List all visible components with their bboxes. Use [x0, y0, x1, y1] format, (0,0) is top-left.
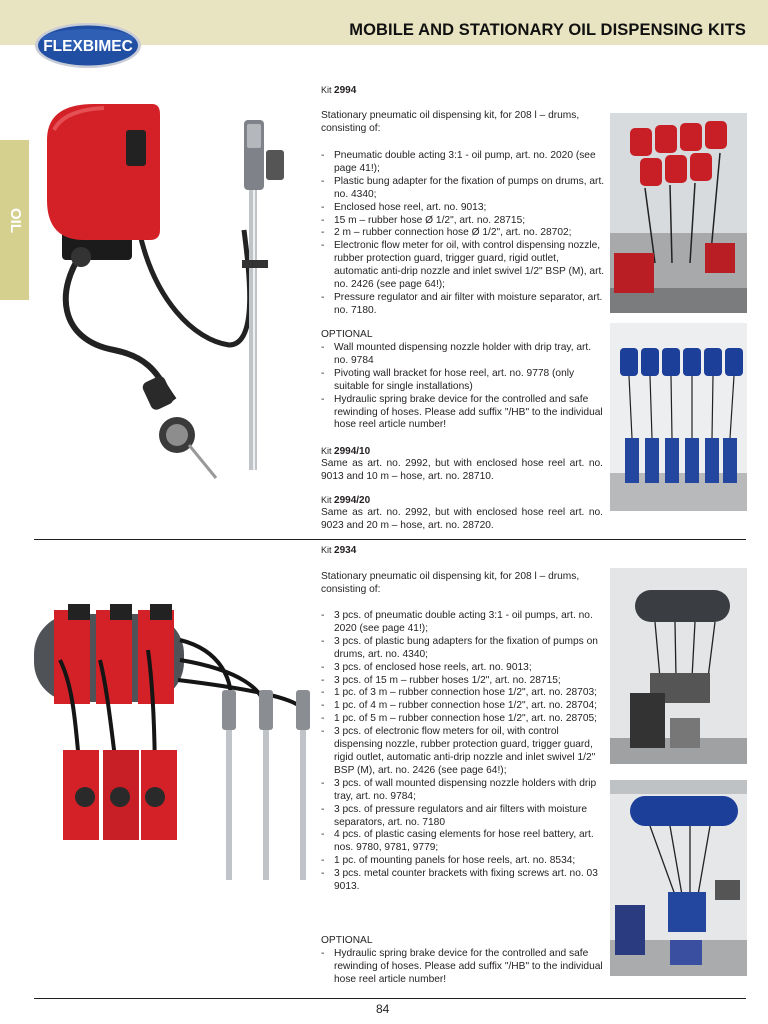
list-item: - 3 pcs. of electronic flow meters for oil, with control dispensing nozzle, rubber protection guard, trigger guard, rigid outlet, automatic anti-drip nozzle and inlet swivel 1/2" BSP (M), art. no. 2426 (see page 64!);	[321, 726, 605, 778]
kit-2994-10-heading: Kit 2994/10	[321, 446, 371, 457]
list-item: - 2 m – rubber connection hose Ø 1/2", art. no. 28702;	[321, 227, 605, 240]
list-item: - Hydraulic spring brake device for the controlled and safe rewinding of hoses. Please add suffix "/HB" to the individual hose reel article number!	[321, 948, 605, 987]
logo-text: FLEXBIMEC	[43, 38, 133, 55]
kit-2994-heading: Kit 2994	[321, 85, 357, 96]
list-item: - Plastic bung adapter for the fixation of pumps on drums, art. no. 4340;	[321, 176, 605, 202]
list-item: - Electronic flow meter for oil, with control dispensing nozzle, rubber protection guard, trigger guard, rigid outlet, automatic anti-drip nozzle and inlet swivel 1/2" BSP (M), art. no. 2426 (see page 64!);	[321, 240, 605, 292]
list-item: - 15 m – rubber hose Ø 1/2", art. no. 28715;	[321, 215, 605, 228]
kit-2994-optional-title: OPTIONAL	[321, 329, 373, 340]
list-item: - 3 pcs. metal counter brackets with fixing screws art. no. 03 9013.	[321, 868, 605, 894]
page-number: 84	[376, 1002, 390, 1016]
list-item: - 1 pc. of mounting panels for hose reels, art. no. 8534;	[321, 855, 605, 868]
list-item: - Pneumatic double acting 3:1 - oil pump, art. no. 2020 (see page 41!);	[321, 150, 605, 176]
list-item: - 3 pcs. of plastic bung adapters for the fixation of pumps on drums, art. no. 4340;	[321, 636, 605, 662]
list-item: - 3 pcs. of pneumatic double acting 3:1 - oil pumps, art. no. 2020 (see page 41!);	[321, 610, 605, 636]
kit-2994-20-text: Same as art. no. 2992, but with enclosed hose reel art. no. 9023 and 20 m – hose, art. no. 28720.	[321, 507, 603, 531]
kit-2934-optional-title: OPTIONAL	[321, 935, 373, 946]
list-item: - 3 pcs. of enclosed hose reels, art. no. 9013;	[321, 662, 605, 675]
section-divider	[34, 539, 746, 540]
page-title: MOBILE AND STATIONARY OIL DISPENSING KITS	[349, 21, 746, 39]
list-item: - 3 pcs. of 15 m – rubber hoses 1/2", art. no. 28715;	[321, 675, 605, 688]
kit-2994-item-list	[321, 150, 605, 318]
list-item: - Pressure regulator and air filter with moisture separator, art. no. 7180.	[321, 292, 605, 318]
list-item: - 3 pcs. of pressure regulators and air filters with moisture separators, art. no. 7180	[321, 804, 605, 830]
list-item: - 1 pc. of 3 m – rubber connection hose 1/2", art. no. 28703;	[321, 687, 605, 700]
blue-reel-installation-photo	[610, 323, 747, 511]
kit-2994-20-heading: Kit 2994/20	[321, 495, 371, 506]
footer-divider	[34, 998, 746, 999]
red-reel-installation-photo	[610, 113, 747, 313]
grey-reel-battery-photo	[610, 568, 747, 764]
kit-2934-heading: Kit 2934	[321, 545, 357, 556]
list-item: - 1 pc. of 5 m – rubber connection hose 1/2", art. no. 28705;	[321, 713, 605, 726]
kit-2934-item-list	[321, 610, 605, 894]
flexbimec-logo	[34, 22, 142, 69]
list-item: - 1 pc. of 4 m – rubber connection hose 1/2", art. no. 28704;	[321, 700, 605, 713]
list-item: - 3 pcs. of wall mounted dispensing nozzle holders with drip tray, art. no. 9784;	[321, 778, 605, 804]
kit-2994-10-text: Same as art. no. 2992, but with enclosed hose reel art. no. 9013 and 10 m – hose, art. no. 28710.	[321, 458, 603, 482]
kit-2934-product-image	[30, 600, 320, 890]
kit-2994-intro: Stationary pneumatic oil dispensing kit, for 208 l – drums, consisting of:	[321, 110, 580, 134]
section-tab-label: OIL	[7, 208, 24, 233]
kit-2994-optional-list	[321, 342, 605, 432]
list-item: - Enclosed hose reel, art. no. 9013;	[321, 202, 605, 215]
kit-2934-intro: Stationary pneumatic oil dispensing kit, for 208 l – drums, consisting of:	[321, 571, 580, 595]
list-item: - 4 pcs. of plastic casing elements for hose reel battery, art. nos. 9780, 9781, 9779;	[321, 829, 605, 855]
kit-2934-optional-list	[321, 948, 605, 987]
list-item: - Pivoting wall bracket for hose reel, art. no. 9778 (only suitable for single installations)	[321, 368, 605, 394]
list-item: - Hydraulic spring brake device for the controlled and safe rewinding of hoses. Please add suffix "/HB" to the individual hose reel article number!	[321, 394, 605, 433]
kit-2994-product-image	[44, 100, 306, 485]
list-item: - Wall mounted dispensing nozzle holder with drip tray, art. no. 9784	[321, 342, 605, 368]
blue-reel-battery-photo	[610, 780, 747, 976]
